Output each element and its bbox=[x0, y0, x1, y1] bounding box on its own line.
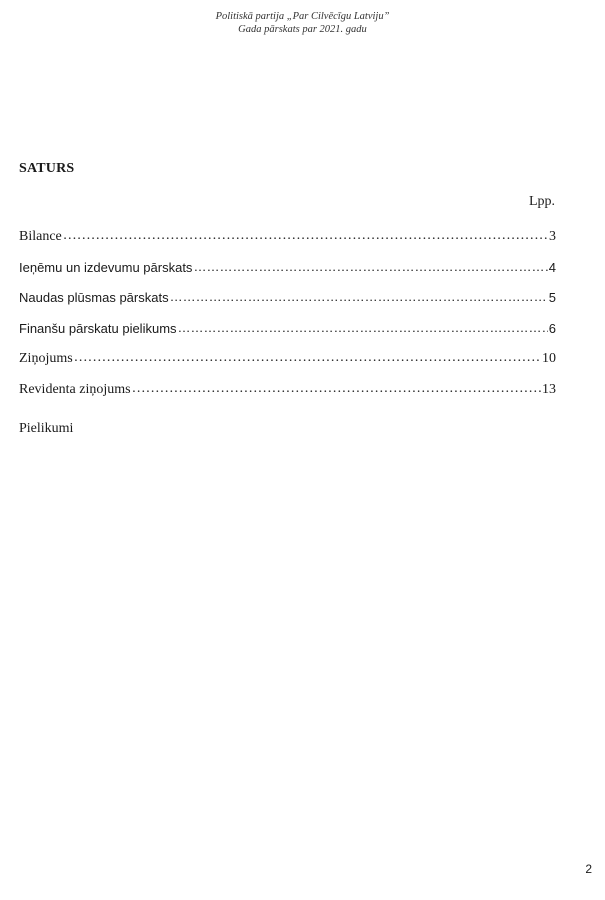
toc-entry-label: Naudas plūsmas pārskats bbox=[19, 290, 169, 306]
toc-dot-leader bbox=[178, 320, 548, 335]
toc-entry-cash-flow bbox=[19, 290, 556, 321]
contents-title: SATURS bbox=[19, 161, 75, 176]
toc-entry-page: 13 bbox=[542, 381, 556, 397]
page-number: 2 bbox=[585, 862, 592, 876]
toc-entry-page: 10 bbox=[542, 351, 556, 367]
toc-entry-label: Revidenta ziņojums bbox=[19, 381, 131, 397]
appendix-label: Pielikumi bbox=[19, 421, 74, 436]
toc-dot-leader bbox=[63, 228, 548, 244]
toc-entry-income-expense bbox=[19, 260, 556, 291]
page-column-label: Lpp. bbox=[528, 194, 555, 209]
header-report-title: Gada pārskats par 2021. gadu bbox=[238, 24, 367, 35]
toc-entry-label: Ziņojums bbox=[19, 351, 73, 367]
toc-entry-label: Ieņēmu un izdevumu pārskats bbox=[19, 259, 193, 275]
toc-entry-report bbox=[19, 351, 556, 382]
toc-dot-leader bbox=[74, 350, 541, 366]
toc-entry-page: 3 bbox=[549, 229, 556, 244]
document-header bbox=[0, 10, 605, 36]
toc-entry-label: Bilance bbox=[19, 229, 62, 244]
toc-entry-page: 4 bbox=[548, 259, 556, 275]
toc-entry-page: 5 bbox=[548, 290, 556, 306]
header-party-name: Politiskā partija „Par Cilvēcīgu Latviju” bbox=[215, 11, 390, 22]
toc-entry-balance bbox=[19, 229, 556, 260]
table-of-contents bbox=[19, 229, 556, 413]
toc-dot-leader bbox=[132, 381, 541, 397]
toc-dot-leader bbox=[170, 289, 548, 304]
toc-entry-auditor-report bbox=[19, 382, 556, 413]
toc-dot-leader bbox=[193, 259, 547, 274]
toc-entry-notes bbox=[19, 321, 556, 352]
toc-entry-label: Finanšu pārskatu pielikums bbox=[19, 320, 177, 336]
toc-entry-page: 6 bbox=[548, 320, 556, 336]
